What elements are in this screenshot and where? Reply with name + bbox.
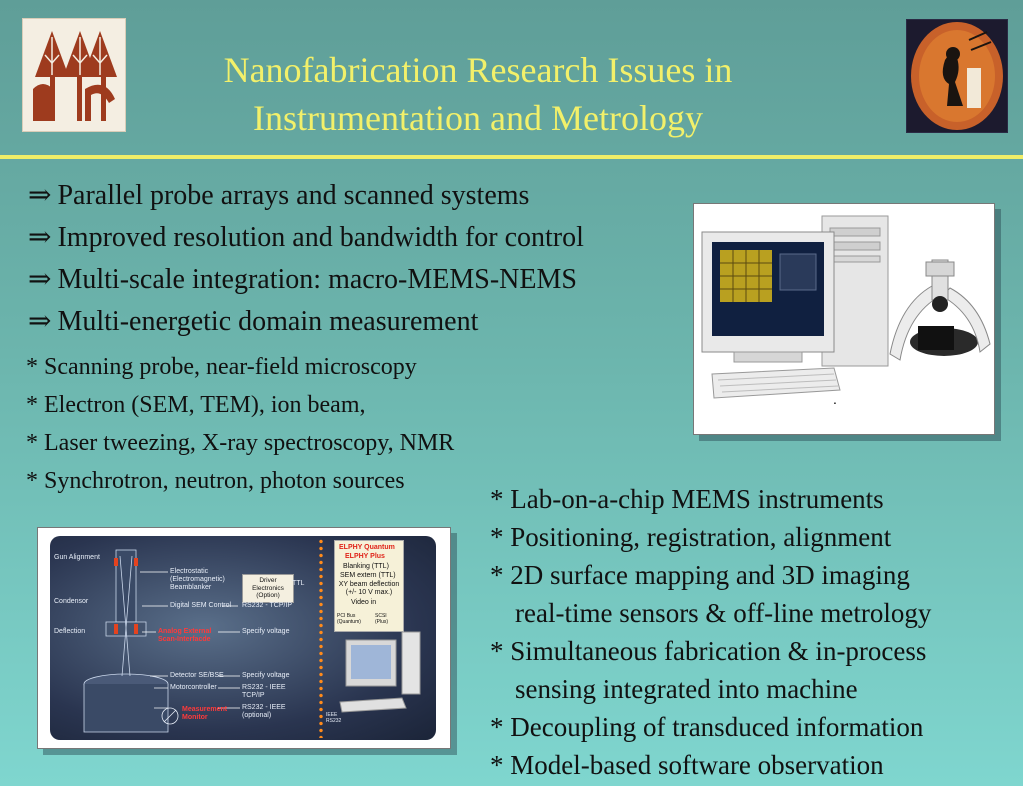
label-deflection: Deflection bbox=[54, 628, 86, 635]
list-item: * Decoupling of transduced information bbox=[490, 712, 924, 742]
double-arrow-icon: ⇒ bbox=[28, 306, 52, 337]
list-item bbox=[28, 301, 584, 343]
tree-logo-icon bbox=[23, 19, 125, 131]
list-item-text: Multi-scale integration: macro-MEMS-NEMS bbox=[57, 264, 577, 295]
label-rs232-ieee-optional: RS232 - IEEE (optional) bbox=[242, 704, 286, 719]
label-digital-sem-control: Digital SEM Control bbox=[170, 602, 232, 609]
list-item-text: Parallel probe arrays and scanned systems bbox=[57, 180, 530, 211]
label-pci-bus: PCI Bus (Quantum) bbox=[337, 613, 361, 625]
list-item: * Model-based software observation bbox=[490, 750, 884, 780]
list-item: * Simultaneous fabrication & in-process bbox=[490, 636, 927, 666]
label-gun-alignment: Gun Alignment bbox=[54, 554, 100, 561]
label-analog-scan-interface: Analog External Scan-Interfacde bbox=[158, 628, 212, 643]
list-item bbox=[28, 217, 584, 259]
label-motorcontroller: Motorcontroller bbox=[170, 684, 217, 691]
label-beamblanker: Electrostatic (Electromagnetic) Beamblanker bbox=[170, 568, 225, 591]
list-item-continuation: real-time sensors & off-line metrology bbox=[515, 598, 932, 628]
label-rs232-tcpip: RS232 - TCP/IP bbox=[242, 602, 293, 609]
label-detector: Detector SE/BSE bbox=[170, 672, 224, 679]
right-bullet-list bbox=[490, 480, 931, 784]
label-xy-deflection: XY beam deflection (+/- 10 V max.) bbox=[338, 581, 400, 596]
label-ieee-rs232: IEEE RS232 bbox=[326, 712, 342, 724]
double-arrow-icon: ⇒ bbox=[28, 222, 52, 253]
computer-workstation-icon bbox=[694, 204, 994, 434]
label-measurement-monitor: Measurement Monitor bbox=[182, 706, 228, 721]
list-item bbox=[28, 259, 584, 301]
instrument-photo bbox=[693, 203, 995, 435]
label-elphy-plus: ELPHY Plus bbox=[345, 553, 385, 560]
connection-dots bbox=[318, 538, 324, 738]
list-item: * Scanning probe, near-field microscopy bbox=[26, 354, 417, 380]
vase-painting-image bbox=[906, 19, 1008, 133]
label-scsi: SCSI (Plus) bbox=[375, 613, 389, 625]
list-item: * Positioning, registration, alignment bbox=[490, 522, 892, 552]
label-condensor: Condensor bbox=[54, 598, 89, 605]
list-item-text: Multi-energetic domain measurement bbox=[57, 306, 479, 337]
label-blanking: Blanking (TTL) bbox=[343, 563, 389, 570]
title-line-2: Instrumentation and Metrology bbox=[253, 98, 703, 138]
list-item: * Lab-on-a-chip MEMS instruments bbox=[490, 484, 884, 514]
label-video-in: Video in bbox=[351, 599, 377, 606]
label-rs232-ieee-tcpip: RS232 - IEEE TCP/IP bbox=[242, 684, 286, 699]
list-item: * Synchrotron, neutron, photon sources bbox=[26, 468, 405, 494]
arrow-bullet-list bbox=[28, 175, 584, 343]
label-ttl: TTL bbox=[292, 580, 305, 587]
list-item: * 2D surface mapping and 3D imaging bbox=[490, 560, 910, 590]
photo-dot: . bbox=[833, 391, 837, 407]
double-arrow-icon: ⇒ bbox=[28, 264, 52, 295]
star-bullet-list bbox=[26, 348, 454, 500]
list-item: * Laser tweezing, X-ray spectroscopy, NMR bbox=[26, 430, 455, 456]
label-specify-voltage-2: Specify voltage bbox=[242, 672, 290, 679]
label-specify-voltage-1: Specify voltage bbox=[242, 628, 290, 635]
vase-figure-icon bbox=[907, 20, 1007, 132]
double-arrow-icon: ⇒ bbox=[28, 180, 52, 211]
list-item: * Electron (SEM, TEM), ion beam, bbox=[26, 392, 366, 418]
university-logo bbox=[22, 18, 126, 132]
label-sem-extern: SEM extern (TTL) bbox=[340, 572, 396, 579]
slide-title bbox=[150, 46, 806, 142]
sem-lithography-diagram bbox=[37, 527, 451, 749]
driver-electronics-box: Driver Electronics (Option) bbox=[242, 574, 294, 603]
diagram-panel bbox=[50, 536, 436, 740]
title-divider bbox=[0, 155, 1023, 159]
list-item bbox=[28, 175, 584, 217]
list-item-continuation: sensing integrated into machine bbox=[515, 674, 858, 704]
elphy-box bbox=[334, 540, 404, 632]
label-elphy-quantum: ELPHY Quantum bbox=[339, 544, 395, 551]
list-item-text: Improved resolution and bandwidth for control bbox=[57, 222, 584, 253]
title-line-1: Nanofabrication Research Issues in bbox=[223, 50, 733, 90]
